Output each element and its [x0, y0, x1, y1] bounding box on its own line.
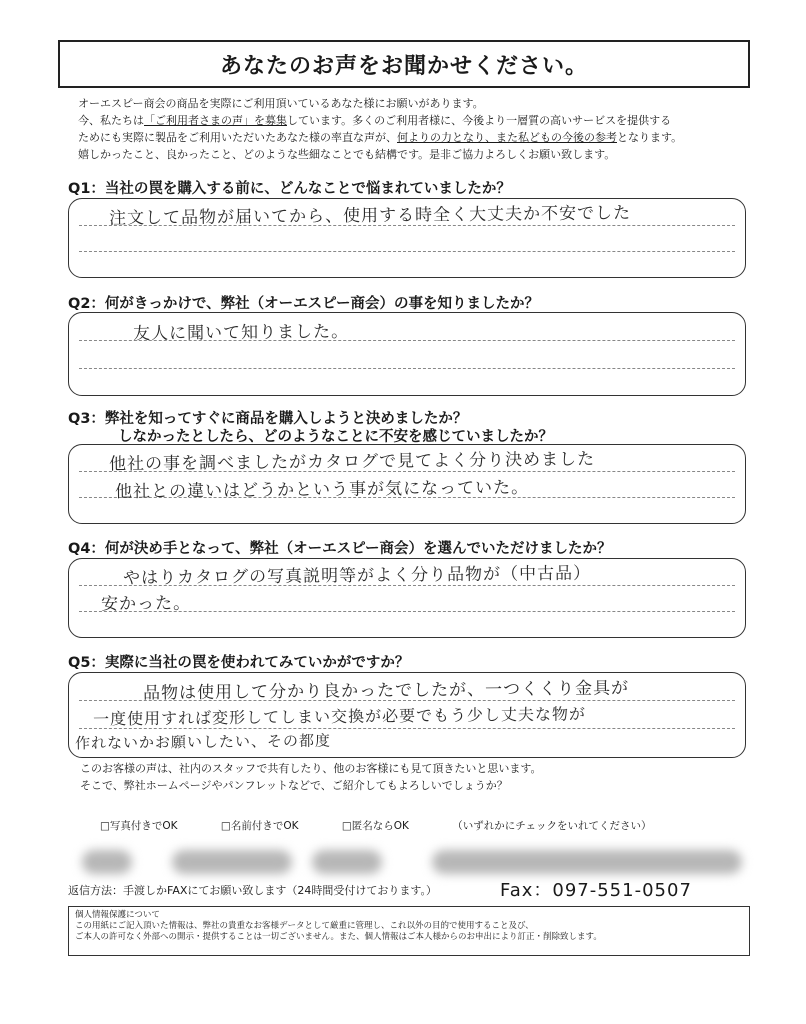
- answer-box-1[interactable]: [68, 198, 746, 278]
- blur-block: [312, 850, 382, 874]
- answer-box-5[interactable]: [68, 672, 746, 758]
- question-2: Q2：何がきっかけで、弊社（オーエスピー商会）の事を知りましたか？: [68, 296, 540, 312]
- closing-line-1: このお客様の声は、社内のスタッフで共有したり、他のお客様にも見て頂きたいと思います。: [80, 762, 542, 775]
- intro-text: [78, 95, 758, 163]
- answer-4-line-1: やはりカタログの写真説明等がよく分り品物が（中古品）: [122, 563, 592, 589]
- intro-line-3: [78, 129, 758, 146]
- question-3: Q3：弊社を知ってすぐに商品を購入しようと決めましたか？: [68, 411, 468, 427]
- privacy-title: 個人情報保護について: [75, 910, 160, 920]
- answer-1-line-1: 注文して品物が届いてから、使用する時全く大丈夫か不安でした: [108, 203, 632, 229]
- privacy-notice: [68, 906, 750, 956]
- answer-box-3[interactable]: [68, 444, 746, 524]
- privacy-line-1: この用紙にご記入頂いた情報は、弊社の貴重なお客様データとして厳重に管理し、これ以外の目的で使用すること及び、: [75, 921, 534, 931]
- privacy-line-2: ご本人の許可なく外部への開示・提供することは一切ございません。また、個人情報はご本人様からのお申出により訂正・削除致します。: [75, 932, 602, 942]
- answer-box-4[interactable]: [68, 558, 746, 638]
- intro-highlight: 「ご利用者さまの声」を募集: [144, 114, 287, 127]
- intro-highlight: 何よりの力となり、また私どもの今後の参考: [397, 131, 617, 144]
- blur-block: [82, 850, 132, 874]
- question-3-sub: しなかったとしたら、どのようなことに不安を感じていましたか？: [118, 429, 553, 445]
- intro-text-part: しています。多くのご利用者様に、今後より一層質の高いサービスを提供する: [287, 114, 672, 127]
- intro-line-1: オーエスピー商会の商品を実際にご利用頂いているあなた様にお願いがあります。: [78, 97, 484, 110]
- answer-5-line-2: 一度使用すれば変形してしまい交換が必要でもう少し丈夫な物が: [92, 704, 587, 729]
- answer-3-line-2: 他社との違いはどうかという事が気になっていた。: [114, 477, 530, 503]
- answer-5-line-3: 作れないかお願いしたい、その都度: [74, 731, 332, 753]
- page-title: あなたのお声をお聞かせください。: [219, 53, 588, 79]
- closing-text: [80, 760, 541, 794]
- intro-line-2: [78, 112, 758, 129]
- blur-block: [432, 850, 742, 874]
- answer-rule: [79, 251, 735, 252]
- consent-note: （いずれかにチェックをいれてください）: [452, 820, 652, 832]
- answer-4-line-2: 安かった。: [100, 593, 192, 615]
- checkbox-photo-ok[interactable]: □写真付きでOK: [100, 820, 178, 832]
- closing-line-2: そこで、弊社ホームページやパンフレットなどで、ご紹介してもよろしいでしょうか？: [80, 779, 508, 792]
- answer-2-line-1: 友人に聞いて知りました。: [132, 321, 350, 345]
- answer-5-line-1: 品物は使用して分かり良かったでしたが、一つくくり金具が: [142, 678, 630, 704]
- answer-box-2[interactable]: [68, 312, 746, 396]
- question-4: Q4：何が決め手となって、弊社（オーエスピー商会）を選んでいただけましたか？: [68, 541, 612, 557]
- fax-number: Fax：097-551-0507: [500, 880, 692, 901]
- intro-text-part: 今、私たちは: [78, 114, 144, 127]
- question-5: Q5：実際に当社の罠を使われてみていかがですか？: [68, 655, 410, 671]
- checkbox-name-ok[interactable]: □名前付きでOK: [220, 820, 299, 832]
- consent-options: [100, 818, 651, 833]
- question-1: Q1：当社の罠を購入する前に、どんなことで悩まれていましたか？: [68, 181, 511, 197]
- intro-line-4: 嬉しかったこと、良かったこと、どのような些細なことでも結構です。是非ご協力よろしくお願い致します。: [78, 148, 616, 161]
- answer-3-line-1: 他社の事を調べましたがカタログで見てよく分り決めました: [108, 449, 596, 475]
- blur-block: [172, 850, 292, 874]
- answer-rule: [79, 368, 735, 369]
- title-box: [58, 40, 750, 88]
- reply-method: 返信方法：手渡しかFAXにてお願い致します（24時間受付けております。）: [68, 884, 437, 897]
- intro-text-part: ためにも実際に製品をご利用いただいたあなた様の率直な声が、: [78, 131, 397, 144]
- intro-text-part: となります。: [617, 131, 683, 144]
- checkbox-anonymous-ok[interactable]: □匿名ならOK: [341, 820, 409, 832]
